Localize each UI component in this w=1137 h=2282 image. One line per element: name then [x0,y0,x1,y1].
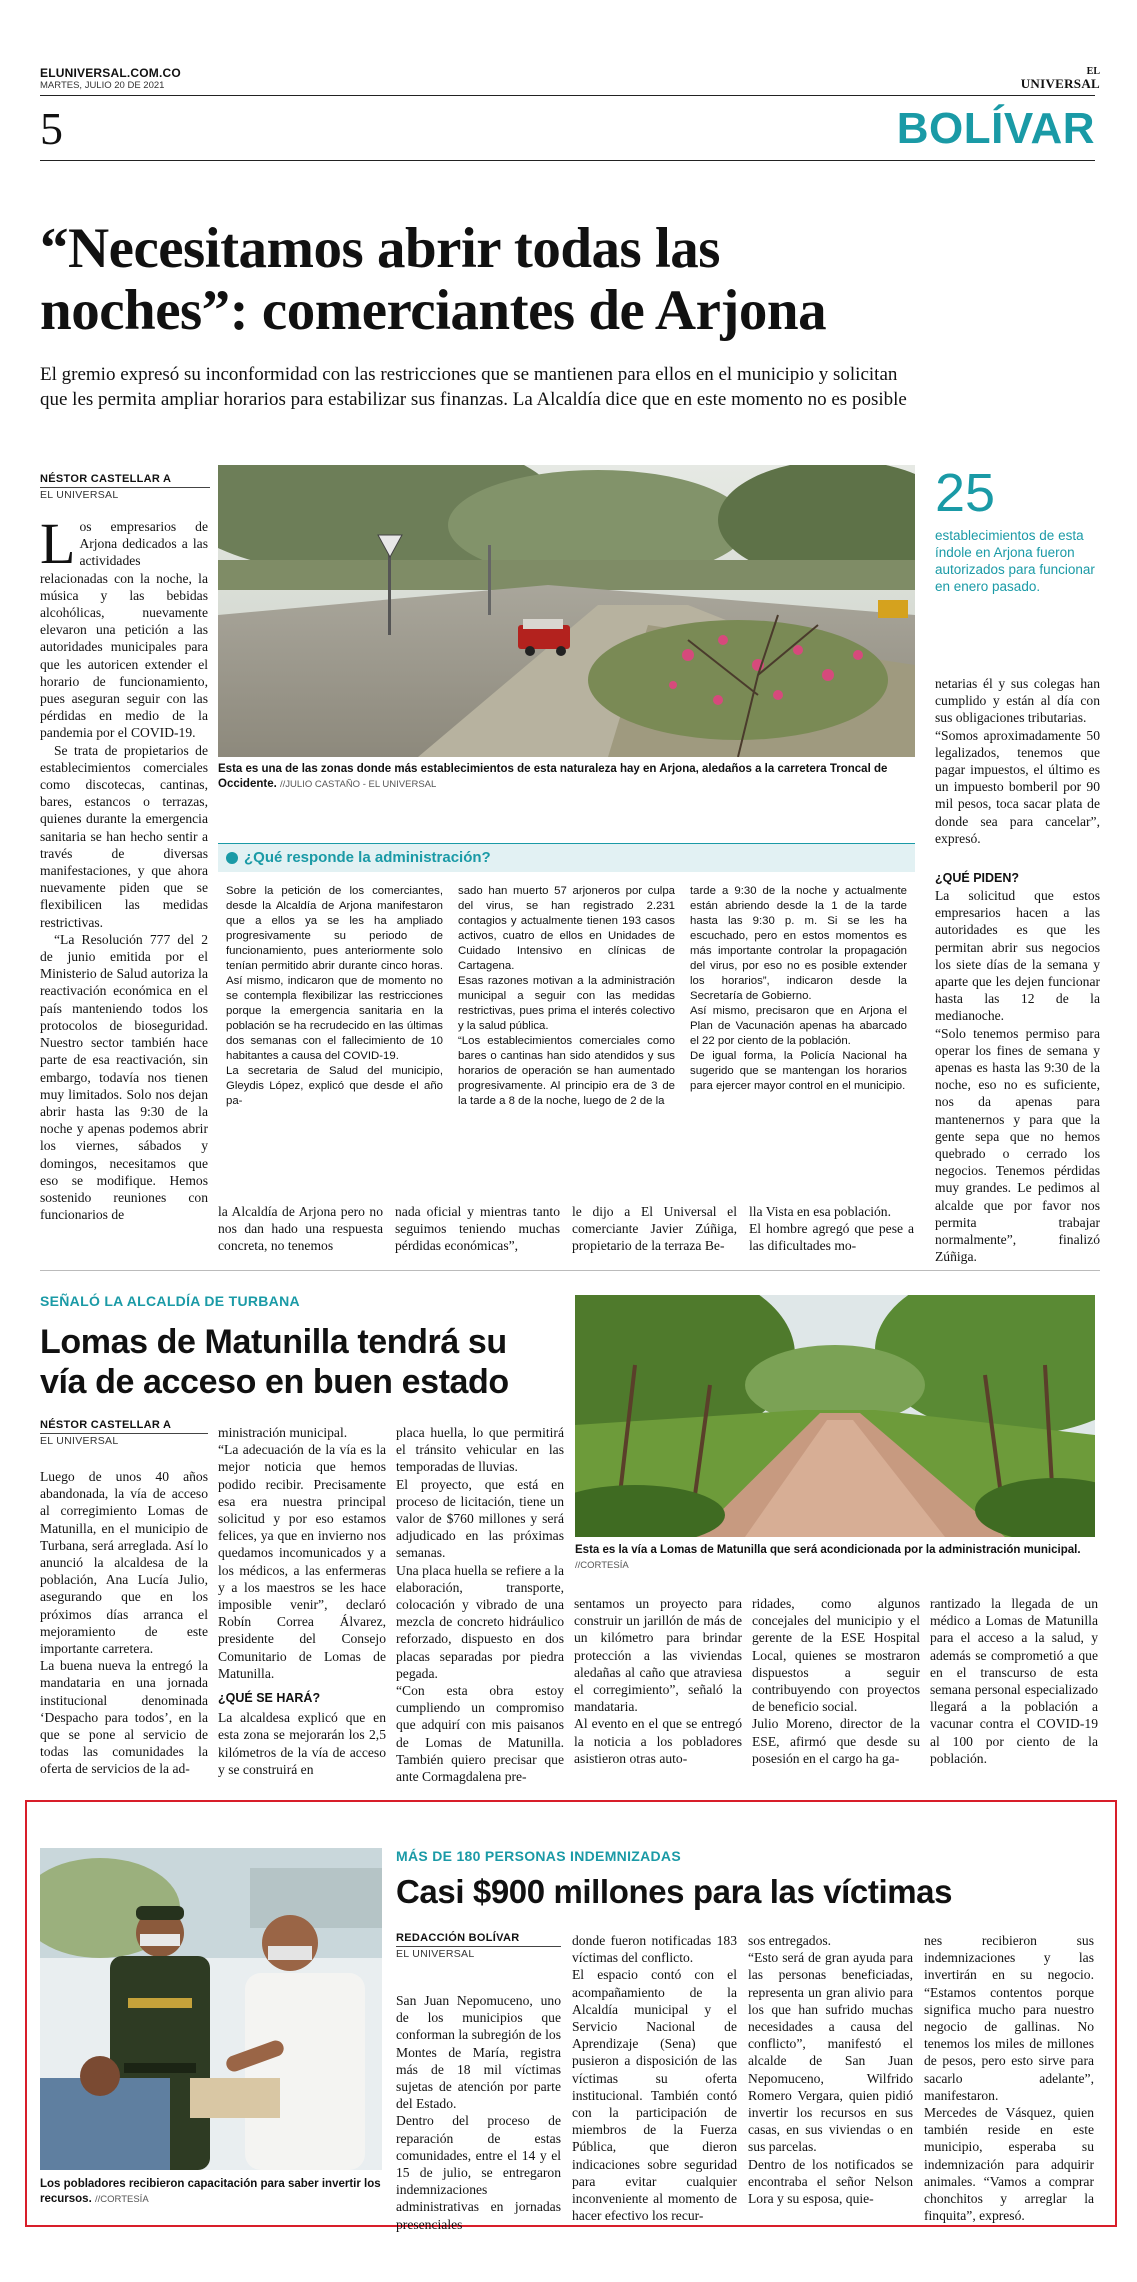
caption-credit: //CORTESÍA [94,2194,149,2205]
stat-text: establecimientos de esta índole en Arjona fueron autorizados para funcionar en enero pasado. [935,528,1095,594]
story3-col2: donde fueron notificadas 183 víctimas del conflicto. El espacio contó con el acompañamiento de la Alcaldía municipal y el Servicio Nacional de Aprendizaje (Sena) que pusieron a disposición de las víctimas su oferta institucional. También contó con la participación de miembros de la Fuerza Pública, que dieron indicaciones sobre seguridad para evitar cualquier inconveniente al momento de hacer efectivo los recur- [572,1933,737,2224]
caption-credit: //JULIO CASTAÑO - EL UNIVERSAL [280,779,437,790]
caption-text: Los pobladores recibieron capacitación para saber invertir los recursos. [40,2178,381,2205]
story3-col4: nes recibieron sus indemnizaciones y las invertirán en su negocio. “Estamos contentos porque significa mucho para nuestro negocio de gallinas. No tenemos los miles de millones de pesos, pero esto sirve para sacarlo adelante”, manifestaron. Mercedes de Vásquez, quien también reside en este municipio, esperaba su indemnización para adquirir animales. “Vamos a comprar chonchitos y arreglar la finquita”, expresó. [924,1933,1094,2224]
story-divider-1 [40,1270,1100,1271]
story3-kicker: MÁS DE 180 PERSONAS INDEMNIZADAS [396,1848,681,1864]
story1-bottom-col3: le dijo a El Universal el comerciante Javier Zúñiga, propietario de la terraza Be- [572,1204,737,1254]
dropcap: L [40,511,76,576]
byline-name: REDACCIÓN BOLÍVAR [396,1932,520,1944]
masthead-rule [40,95,1095,96]
infobox [218,843,915,1193]
story1-deck [40,362,1100,412]
stat-number: 25 [935,463,996,523]
byline-name: NÉSTOR CASTELLAR A [40,473,172,485]
caption-credit: //CORTESÍA [575,1560,629,1571]
story3-byline [396,1932,561,1960]
story2-col1: Luego de unos 40 años abandonada, la vía de acceso al corregimiento Lomas de Matunilla, en el municipio de Turbana, será arreglada. Así lo anunció la alcaldesa de la población, Ana Lucía Julio, asegurando que en los próximos días arranca el mejoramiento de este importante carretera. La buena nueva la entregó la mandataria en una jornada institucional denominada ‘Despacho para todos’, en la que se pone al servicio de todas las comunidades la oferta de servicios de la ad- [40,1469,208,1777]
story1-right-col-bottom: La solicitud que estos empresarios hacen a las autoridades es que les permitan abrir sus negocios los siete días de la semana y aparte que les dejen funcionar hasta las 12 de la medianoche. “Solo tenemos permiso para operar los fines de semana y apenas es hasta las 9:30 de la noche, eso no es suficiente, nos da apenas para mantenernos y para que la gente sepa que no hemos quebrado o cerrado los negocios. Tenemos pérdidas muy grandes. Le pedimos al alcalde que por favor nos permita trabajar normalmente”, finalizó Zúñiga. [935,888,1100,1265]
byline-org: EL UNIVERSAL [40,487,210,501]
story3-photo-caption [40,2177,382,2207]
story2-col5: ridades, como algunos concejales del municipio y el gerente de la ESE Hospital Local, quienes se mostraron dispuestos a seguir contribuyendo con proyectos de beneficio social. Julio Moreno, director de la ESE, afirmó que desde su posesión en el cargo ha ga- [752,1596,920,1766]
story1-col1-p1: os empresarios de Arjona dedicados a las actividades relacionadas con la noche, la música y las bebidas alcohólicas, nuevamente elevaron una petición a las autoridades municipales para que les autoricen extender el horario de funcionamiento, pues aseguran seguir con las pérdidas en medio de la pandemia por el COVID-19. [40,519,208,741]
logo-top: EL [1086,66,1100,77]
story2-byline [40,1419,208,1447]
masthead-site: ELUNIVERSAL.COM.CO [40,66,181,80]
story1-bottom-col1: la Alcaldía de Arjona pero no nos dan hado una respuesta concreta, no tenemos [218,1204,383,1254]
police-and-residents-photo [40,1848,382,2170]
story1-bottom-col4: lla Vista en esa población. El hombre agregó que pese a las dificultades mo- [749,1204,914,1254]
story2-kicker: SEÑALÓ LA ALCALDÍA DE TURBANA [40,1293,300,1309]
story3-col1: San Juan Nepomuceno, uno de los municipios que conforman la subregión de los Montes de María, registra más de 18 mil víctimas sujetas de atención por parte del Estado. Dentro del proceso de reparación de estas comunidades, entre el 14 y el 15 de julio, se entregaron indemnizaciones administrativas en jornadas presenciales [396,1993,561,2232]
story2-col2-b: La alcaldesa explicó que en esta zona se mejorarán los 2,5 kilómetros de la vía de acceso y se construirá en [218,1710,386,1777]
arjona-road-photo [218,465,915,757]
logo-bottom: UNIVERSAL [1020,76,1100,91]
story2-photo-caption [575,1543,1095,1573]
byline-org: EL UNIVERSAL [40,1433,208,1447]
story2-col6: rantizado la llegada de un médico a Lomas de Matunilla para el acceso a la salud, y además se comprometió a que en el transcurso de esta semana personal especializado llegará a la población a vacunar contra el COVID-19 al 100 por ciento de la población. [930,1596,1098,1766]
infobox-bullet-icon [226,852,238,864]
infobox-col1: Sobre la petición de los comerciantes, desde la Alcaldía de Arjona manifestaron que a ellos ya se les ha ampliado progresivamente su periodo de funcionamiento, pues anteriormente solo tenían permitido abrir durante cinco horas. Así mismo, indicaron que de momento no se contempla flexibilizar las restricciones porque la emergencia sanitaria en la población se ha recrudecido en las últimas dos semanas con el fallecimiento de 10 habitantes a causa del COVID-19. La secretaria de Salud del municipio, Gleydis López, explicó que desde el año pa- [226,885,443,1107]
story2-headline [40,1322,570,1402]
story3-photo [40,1848,382,2170]
story1-photo-caption [218,762,915,792]
story1-byline [40,473,210,501]
infobox-title: ¿Qué responde la administración? [244,849,491,866]
byline-name: NÉSTOR CASTELLAR A [40,1419,172,1431]
section-title: BOLÍVAR [896,104,1095,153]
story1-photo [218,465,915,757]
story2-col3: placa huella, lo que permitirá el tránsito vehicular en las temporadas de lluvias. El proyecto, que está en proceso de licitación, tiene un valor de $760 millones y será adjudicado en las próximas semanas. Una placa huella se refiere a la elaboración, transporte, colocación y vibrado de una mezcla de concreto hidráulico reforzado, dispuesto en dos placas separadas por piedra pegada. “Con esta obra estoy cumpliendo un compromiso que adquirí con mis paisanos de Lomas de Matunilla. También quiero precisar que ante Cormagdalena pre- [396,1425,564,1785]
story1-col1-p3: “La Resolución 777 del 2 de junio emitida por el Ministerio de Salud autoriza la reactivación económica en el país manteniendo todos los protocolos de bioseguridad. Nuestro sector también hace parte de esa reactivación, sin embargo, todavía nos tienen muy limitados. Solo nos dejan abrir hasta las 9:30 de la noche y apenas podemos abrir los viernes, sábados y domingos, necesitamos que eso se modifique. Hemos sostenido reuniones con funcionarios de [40,931,208,1223]
byline-org: EL UNIVERSAL [396,1946,561,1960]
story1-deck-line2: que les permita ampliar horarios para estabilizar sus finanzas. La Alcaldía dice que en este momento no es posible [40,389,907,410]
story2-headline-line1: Lomas de Matunilla tendrá su [40,1323,507,1361]
story3-col3: sos entregados. “Esto será de gran ayuda para las personas beneficiadas, representa un gran alivio para los que han sufrido muchas necesidades a causa del conflicto”, manifestó el alcalde de San Juan Nepomuceno, Wilfrido Romero Vergara, quien pidió invertir los recursos en sus casas, en sus viviendas o en sus parcelas. Dentro de los notificados se encontraba el señor Nelson Lora y su esposa, quie- [748,1933,913,2207]
story1-deck-line1: El gremio expresó su inconformidad con las restricciones que se mantienen para ellos en el municipio y solicitan [40,364,898,385]
story1-headline-line1: “Necesitamos abrir todas las [40,217,720,280]
story2-col2-subhead: ¿QUÉ SE HARÁ? [218,1691,321,1706]
caption-text: Esta es la vía a Lomas de Matunilla que será acondicionada por la administración municipal. [575,1544,1081,1556]
story1-bottom-col2: nada oficial y mientras tanto seguimos teniendo muchas pérdidas económicas”, [395,1204,560,1254]
story1-right-col-top: netarias él y sus colegas han cumplido y están al día con sus obligaciones tributarias. “Somos aproximadamente 50 legalizados, tenemos que pagar impuestos, el último es un impuesto bomberil por 90 mil pesos, toca sacar plata de donde sea para cancelar”, expresó. [935,676,1100,846]
masthead-date: MARTES, JULIO 20 DE 2021 [40,80,165,91]
story1-headline-line2: noches”: comerciantes de Arjona [40,279,827,342]
story1-right-subhead: ¿QUÉ PIDEN? [935,871,1020,885]
story2-photo [575,1295,1095,1537]
story1-col1 [40,511,208,1223]
page-number: 5 [40,103,63,154]
newspaper-logo [1010,66,1100,90]
story3-headline: Casi $900 millones para las víctimas [396,1873,953,1910]
story2-col2-a: ministración municipal. “La adecuación de la vía es la mejor noticia que hemos podido recibir. Precisamente esa era nuestra principal solicitud y por eso estamos felices, ya que en invierno nos quedamos incomunicados y a los médicos, a las enfermeras y a los maestros se les hace imposible venir”, declaró Robín Correa Álvarez, presidente del Consejo Comunitario de Lomas de Matunilla. [218,1425,386,1681]
infobox-col2: sado han muerto 57 arjoneros por culpa del virus, se han registrado 2.231 contagios y actualmente tienen 193 casos activos, cuatro de ellos en Unidades de Cuidado Intensivo en clínicas de Cartagena. Esas razones motivan a la administración municipal a seguir con las medidas restrictivas, pues prima el interés colectivo y la salud pública. “Los establecimientos comerciales como bares o cantinas han sido atendidos y sus horarios de operación se han aumentado progresivamente. Al principio era de 3 de la tarde a 8 de la noche, luego de 2 de la [458,885,675,1107]
caption-text: Esta es una de las zonas donde más establecimientos de esta naturaleza hay en Arjona, aledaños a la carretera Troncal de Occidente. [218,763,888,790]
story2-col2 [218,1424,386,1778]
section-rule [40,160,1095,161]
story2-col4: sentamos un proyecto para construir un jarillón de más de un kilómetro para brindar protección a las viviendas aledañas al caño que atraviesa el corregimiento”, señaló la mandataria. Al evento en el que se entregó la noticia a los pobladores asistieron otras auto- [574,1596,742,1766]
infobox-col3: tarde a 9:30 de la noche y actualmente están abriendo desde la 1 de la tarde hasta las 9:30 p. m. Si se les ha escuchado, pero en estos momentos es más importante controlar la propagación del virus, por eso no es posible extender los horarios”, indicaron desde la Secretaría de Gobierno. Así mismo, precisaron que en Arjona el Plan de Vacunación apenas ha abarcado el 22 por ciento de la población. De igual forma, la Policía Nacional ha sugerido que se mantengan los horarios para ejercer mayor control en el municipio. [690,885,907,1092]
story1-headline [40,218,1100,342]
story2-headline-line2: vía de acceso en buen estado [40,1363,509,1401]
matunilla-road-photo [575,1295,1095,1537]
story1-col1-p2: Se trata de propietarios de establecimientos comerciales como discotecas, cantinas, bares, estancos o terrazas, quienes durante la emergencia sanitaria se han hecho sentir a través de diversas manifestaciones, y que ahora nuevamente piden que se flexibilicen las medidas restrictivas. [40,742,208,930]
